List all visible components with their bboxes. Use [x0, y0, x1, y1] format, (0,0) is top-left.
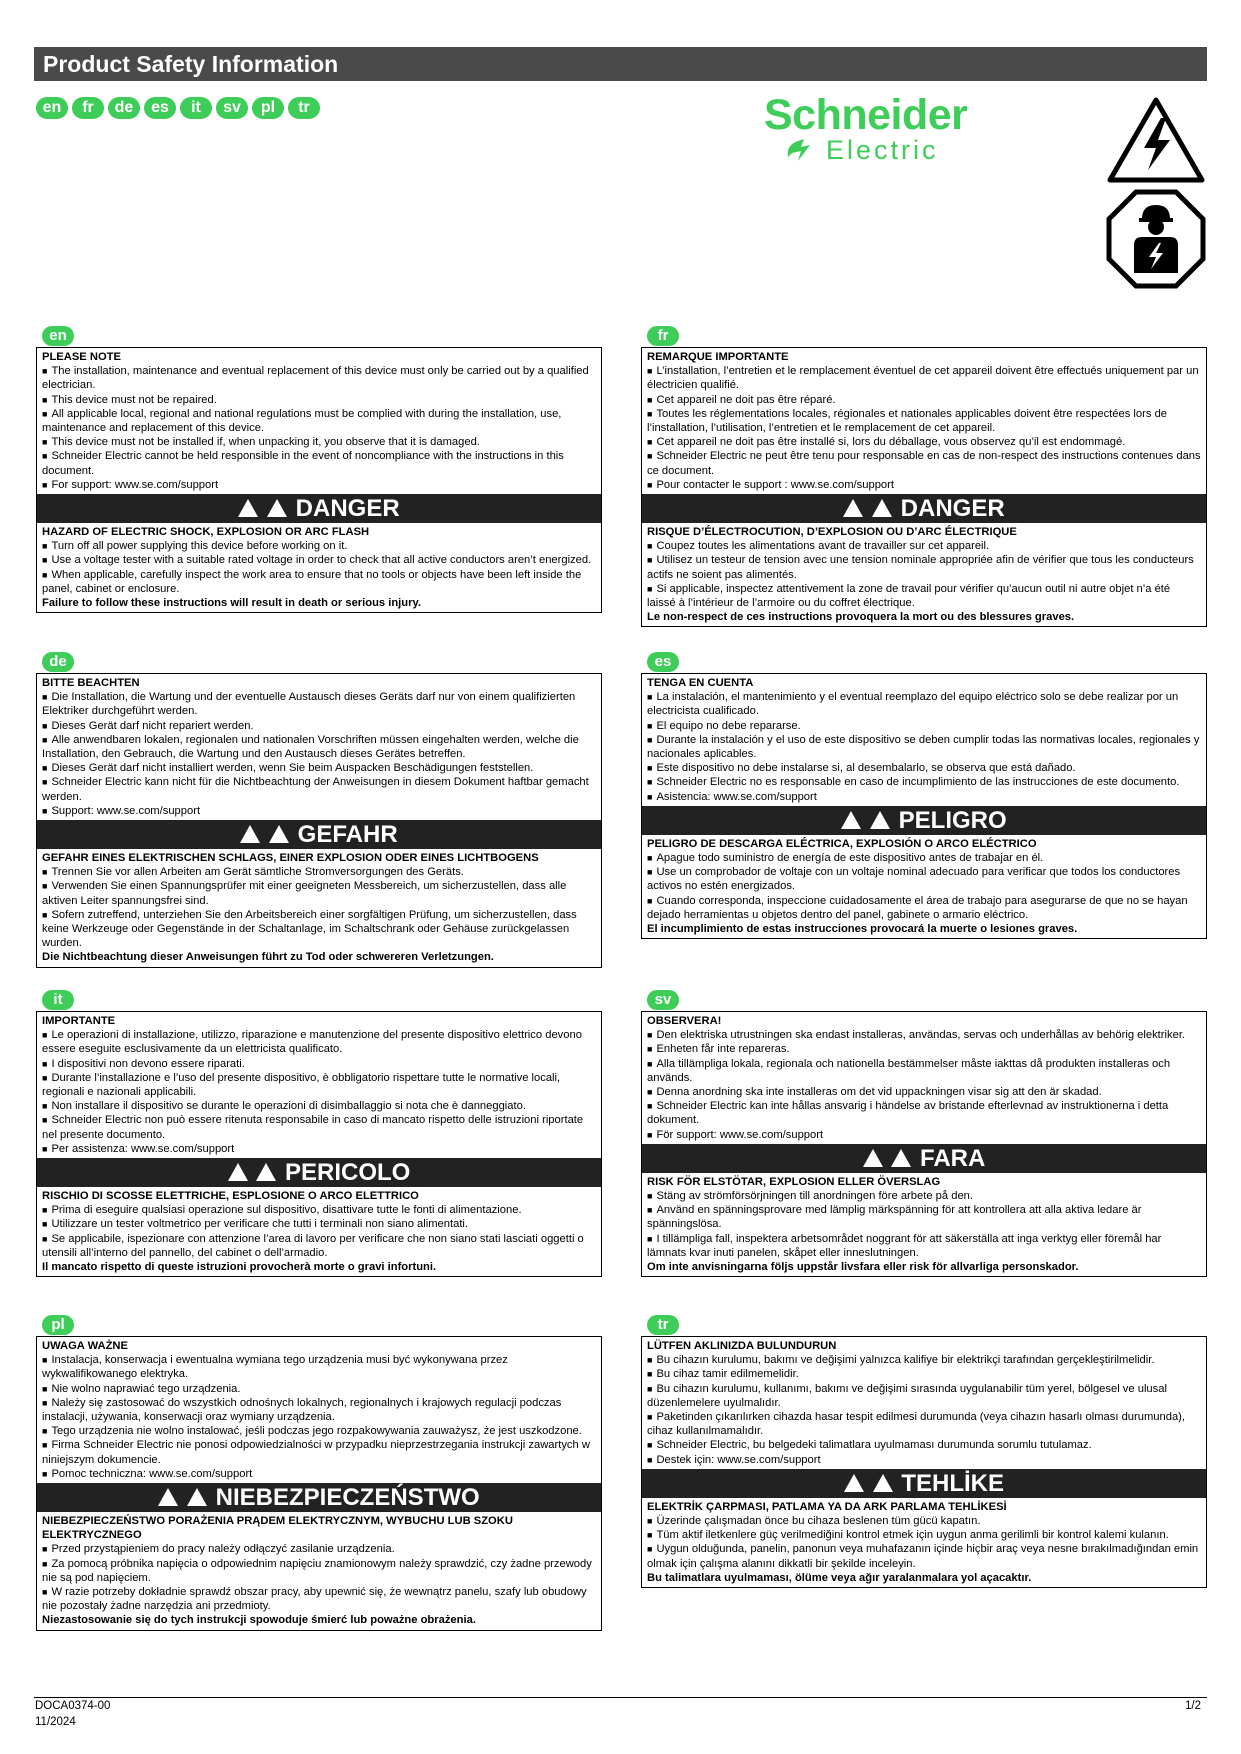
note-title: LÜTFEN AKLINIZDA BULUNDURUN — [647, 1340, 837, 1352]
note-block — [37, 674, 601, 818]
section-language-badge: it — [42, 990, 74, 1010]
note-title: REMARQUE IMPORTANTE — [647, 351, 789, 363]
warning-triangle-icon — [863, 1149, 883, 1167]
language-badge-tr: tr — [288, 97, 320, 119]
hazard-item: ■ Använd en spänningsprovare med lämplig märkspänning för att kontrollera att alla aktiva ledare är spänningslösa. — [647, 1203, 1201, 1231]
hazard-item: ■ Przed przystąpieniem do pracy należy odłączyć zasilanie urządzenia. — [42, 1542, 596, 1556]
danger-banner — [37, 1483, 601, 1512]
section-language-badge: pl — [42, 1315, 74, 1335]
hazard-item: ■ Uygun olduğunda, panelin, panonun veya muhafazanın içinde hiçbir araç veya nesne bırakılmadığından emin olmak için çalışma alanını dikkatli bir şekilde inceleyin. — [647, 1542, 1201, 1570]
note-item: ■ Este dispositivo no debe instalarse si, al desembalarlo, se observa que está dañado. — [647, 761, 1201, 775]
warning-triangle-icon — [891, 1149, 911, 1167]
hazard-item: ■ Use a voltage tester with a suitable rated voltage in order to check that all active conductors aren’t energized. — [42, 553, 596, 567]
safety-box — [36, 347, 602, 613]
hazard-item: ■ Tüm aktif iletkenlere güç verilmediğini kontrol etmek için uygun anma gerilimli bir kontrol kalemi kulanın. — [647, 1528, 1201, 1542]
hazard-block — [642, 523, 1206, 626]
hazard-item: ■ W razie potrzeby dokładnie sprawdź obszar pracy, aby upewnić się, że wewnątrz panelu, szafy lub obudowy nie pozostały żadne narzędzia ani przedmioty. — [42, 1585, 596, 1613]
note-item: ■ Instalacja, konserwacja i ewentualna wymiana tego urządzenia musi być wykonywana przez wykwalifikowanego elektryka. — [42, 1353, 596, 1381]
danger-label: PELIGRO — [898, 806, 1007, 834]
note-item: ■ Cet appareil ne doit pas être réparé. — [647, 393, 1201, 407]
warning-triangle-icon — [228, 1163, 248, 1181]
safety-box — [641, 1011, 1207, 1277]
warning-triangle-icon — [844, 1474, 864, 1492]
note-item: ■ Należy się zastosować do wszystkich odnośnych lokalnych, regionalnych i krajowych regulacji podczas instalacji, używania, konserwacji oraz wymiany urządzenia. — [42, 1396, 596, 1424]
note-block — [37, 1337, 601, 1481]
danger-banner — [37, 1158, 601, 1187]
note-item: ■ Schneider Electric cannot be held responsible in the event of noncompliance with the instructions in this document. — [42, 449, 596, 477]
hazard-result: El incumplimiento de estas instrucciones provocará la muerte o lesiones graves. — [647, 923, 1078, 936]
section-language-badge: de — [42, 652, 74, 672]
note-item: ■ Dieses Gerät darf nicht installiert werden, wenn Sie beim Auspacken Beschädigungen feststellen. — [42, 761, 596, 775]
note-item: ■ Support: www.se.com/support — [42, 804, 596, 818]
hazard-title: HAZARD OF ELECTRIC SHOCK, EXPLOSION OR ARC FLASH — [42, 526, 370, 539]
danger-banner — [642, 806, 1206, 835]
note-item: ■ L’installation, l’entretien et le remplacement éventuel de cet appareil doivent être effectués uniquement par un électricien qualifié. — [647, 364, 1201, 392]
danger-banner — [642, 1469, 1206, 1498]
note-title: IMPORTANTE — [42, 1015, 116, 1027]
hazard-block — [642, 1173, 1206, 1276]
hazard-item: ■ Cuando corresponda, inspeccione cuidadosamente el área de trabajo para asegurarse de que no se hayan dejado herramientas u objetos dentro del panel, gabinete o armario eléctrico. — [647, 894, 1201, 922]
danger-label: GEFAHR — [297, 821, 398, 849]
note-title: BITTE BEACHTEN — [42, 677, 140, 689]
note-item: ■ This device must not be installed if, when unpacking it, you observe that it is damaged. — [42, 435, 596, 449]
hazard-item: ■ Coupez toutes les alimentations avant de travailler sur cet appareil. — [647, 539, 1201, 553]
danger-label: PERICOLO — [285, 1159, 411, 1187]
danger-banner — [37, 820, 601, 849]
warning-triangle-icon — [256, 1163, 276, 1181]
hazard-item: ■ Trennen Sie vor allen Arbeiten am Gerät sämtliche Stromversorgungen des Geräts. — [42, 865, 596, 879]
electric-hazard-warning-icon — [1106, 96, 1206, 184]
hazard-block — [37, 849, 601, 967]
note-item: ■ Schneider Electric non può essere ritenuta responsabile in caso di mancato rispetto delle istruzioni riportate nel presente documento. — [42, 1113, 596, 1141]
note-item: ■ Alle anwendbaren lokalen, regionalen und nationalen Vorschriften müssen eingehalten werden, welche die Installation, den Gebrauch, die Wartung und den Austausch dieses Gerätes betreffen. — [42, 733, 596, 761]
note-item: ■ Destek için: www.se.com/support — [647, 1453, 1201, 1467]
qualified-electrician-icon — [1106, 189, 1206, 289]
note-item: ■ Cet appareil ne doit pas être installé si, lors du déballage, vous observez qu’il est endommagé. — [647, 435, 1201, 449]
note-item: ■ Nie wolno naprawiać tego urządzenia. — [42, 1382, 596, 1396]
note-block — [37, 348, 601, 492]
logo-name: Schneider — [764, 91, 968, 139]
note-item: ■ Schneider Electric kan inte hållas ansvarig i händelse av bristande efterlevnad av instruktionerna i detta dokument. — [647, 1099, 1201, 1127]
danger-banner — [642, 494, 1206, 523]
note-block — [642, 1012, 1206, 1142]
note-item: ■ For support: www.se.com/support — [42, 478, 596, 492]
warning-triangle-icon — [843, 499, 863, 517]
safety-box — [641, 347, 1207, 627]
hazard-block — [37, 1512, 601, 1630]
note-item: ■ Durante l’installazione e l’uso del presente dispositivo, è obbligatorio rispettare tutte le normative locali, regionali e nazionali applicabili. — [42, 1071, 596, 1099]
note-item: ■ This device must not be repaired. — [42, 393, 596, 407]
warning-triangle-icon — [240, 825, 260, 843]
hazard-block — [642, 835, 1206, 938]
warning-triangle-icon — [238, 499, 258, 517]
note-block — [37, 1012, 601, 1156]
page-number: 1/2 — [1185, 1700, 1201, 1712]
note-item: ■ Alla tillämpliga lokala, regionala och nationella bestämmelser måste iakttas då produkten installeras och används. — [647, 1057, 1201, 1085]
hazard-result: Bu talimatlara uyulmaması, ölüme veya ağır yaralanmalara yol açacaktır. — [647, 1571, 1032, 1584]
note-item: ■ El equipo no debe repararse. — [647, 719, 1201, 733]
language-badges — [36, 97, 320, 119]
note-item: ■ Dieses Gerät darf nicht repariert werden. — [42, 719, 596, 733]
safety-box — [36, 1336, 602, 1631]
note-title: TENGA EN CUENTA — [647, 677, 754, 689]
language-badge-pl: pl — [252, 97, 284, 119]
note-item: ■ Denna anordning ska inte installeras om det vid uppackningen visar sig att den är skadad. — [647, 1085, 1201, 1099]
note-item: ■ Toutes les réglementations locales, régionales et nationales applicables doivent être respectées lors de l’installation, l’utilisation, l’entretien et le remplacement de cet appareil. — [647, 407, 1201, 435]
section-language-badge: sv — [647, 990, 679, 1010]
section-language-badge: tr — [647, 1315, 679, 1335]
hazard-title: RISQUE D’ÉLECTROCUTION, D’EXPLOSION OU D’ARC ÉLECTRIQUE — [647, 526, 1017, 539]
hazard-result: Le non-respect de ces instructions provoquera la mort ou des blessures graves. — [647, 611, 1075, 624]
schneider-electric-logo — [764, 93, 1004, 173]
hazard-block — [642, 1498, 1206, 1587]
note-item: ■ All applicable local, regional and national regulations must be complied with during the installation, use, maintenance and replacement of this device. — [42, 407, 596, 435]
hazard-result: Il mancato rispetto di queste istruzioni provocherà morte o gravi infortuni. — [42, 1261, 437, 1274]
doc-date: 11/2024 — [35, 1716, 76, 1728]
language-badge-en: en — [36, 97, 68, 119]
hazard-item: ■ Utilizzare un tester voltmetrico per verificare che tutti i terminali non siano alimentati. — [42, 1217, 596, 1231]
warning-triangle-icon — [267, 499, 287, 517]
safety-box — [36, 673, 602, 968]
hazard-item: ■ When applicable, carefully inspect the work area to ensure that no tools or objects have been left inside the panel, cabinet or enclosure. — [42, 568, 596, 596]
doc-number: DOCA0374-00 — [35, 1700, 111, 1712]
note-title: PLEASE NOTE — [42, 351, 121, 363]
hazard-item: ■ Prima di eseguire qualsiasi operazione sul dispositivo, disattivare tutte le fonti di alimentazione. — [42, 1203, 596, 1217]
hazard-item: ■ Use un comprobador de voltaje con un voltaje nominal adecuado para verificar que todos los conductores activos no estén energizados. — [647, 865, 1201, 893]
hazard-title: NIEBEZPIECZEŃSTWO PORAŻENIA PRĄDEM ELEKTRYCZNYM, WYBUCHU LUB SZOKU ELEKTRYCZNEGO — [42, 1515, 513, 1542]
note-item: ■ The installation, maintenance and eventual replacement of this device must only be carried out by a qualified electrician. — [42, 364, 596, 392]
note-item: ■ Pour contacter le support : www.se.com/support — [647, 478, 1201, 492]
hazard-title: RISK FÖR ELSTÖTAR, EXPLOSION ELLER ÖVERSLAG — [647, 1175, 941, 1188]
warning-triangle-icon — [870, 811, 890, 829]
warning-triangle-icon — [187, 1488, 207, 1506]
hazard-item: ■ Stäng av strömförsörjningen till anordningen före arbete på den. — [647, 1189, 1201, 1203]
hazard-result: Niezastosowanie się do tych instrukcji spowoduje śmierć lub poważne obrażenia. — [42, 1614, 476, 1627]
hazard-item: ■ Za pomocą próbnika napięcia o odpowiednim napięciu znamionowym należy sprawdzić, czy żadne przewody nie są pod napięciem. — [42, 1557, 596, 1585]
hazard-block — [37, 523, 601, 612]
warning-triangle-icon — [158, 1488, 178, 1506]
note-item: ■ Pomoc techniczna: www.se.com/support — [42, 1467, 596, 1481]
note-item: ■ Firma Schneider Electric nie ponosi odpowiedzialności w przypadku nieprzestrzegania instrukcji zawartych w niniejszym dokumencie. — [42, 1438, 596, 1466]
hazard-item: ■ Turn off all power supplying this device before working on it. — [42, 539, 596, 553]
safety-box — [641, 673, 1207, 939]
note-item: ■ Bu cihazın kurulumu, bakımı ve değişimi yalnızca kalifiye bir elektrikçi tarafından gerçekleştirilmelidir. — [647, 1353, 1201, 1367]
note-block — [642, 348, 1206, 492]
hazard-item: ■ Se applicabile, ispezionare con attenzione l’area di lavoro per verificare che non siano stati lasciati oggetti o utensili all’interno del pannello, del cabinet o dell’armadio. — [42, 1232, 596, 1260]
hazard-item: ■ Sofern zutreffend, unterziehen Sie den Arbeitsbereich einer sorgfältigen Prüfung, um sicherzustellen, dass keine Werkzeuge oder Gegenstände in der Schaltanlage, im Schaltschrank oder Gehäuse zurückgelassen wurden. — [42, 908, 596, 951]
note-item: ■ I dispositivi non devono essere riparati. — [42, 1057, 596, 1071]
note-title: OBSERVERA! — [647, 1015, 722, 1027]
note-item: ■ Schneider Electric, bu belgedeki talimatlara uyulmaması durumunda sorumlu tutulamaz. — [647, 1438, 1201, 1452]
title-bar — [34, 47, 1207, 81]
safety-box — [641, 1336, 1207, 1588]
note-item: ■ Schneider Electric no es responsable en caso de incumplimiento de las instrucciones de este documento. — [647, 775, 1201, 789]
note-item: ■ Bu cihaz tamir edilmemelidir. — [647, 1367, 1201, 1381]
hazard-item: ■ Apague todo suministro de energía de este dispositivo antes de trabajar en él. — [647, 851, 1201, 865]
hazard-item: ■ Üzerinde çalışmadan önce bu cihaza beslenen tüm gücü kapatın. — [647, 1514, 1201, 1528]
hazard-block — [37, 1187, 601, 1276]
note-item: ■ Enheten får inte repareras. — [647, 1042, 1201, 1056]
danger-label: DANGER — [295, 495, 400, 523]
hazard-title: ELEKTRİK ÇARPMASI, PATLAMA YA DA ARK PARLAMA TEHLİKESİ — [647, 1500, 1007, 1513]
language-badge-fr: fr — [72, 97, 104, 119]
hazard-result: Failure to follow these instructions will result in death or serious injury. — [42, 597, 421, 610]
section-language-badge: es — [647, 652, 679, 672]
language-badge-sv: sv — [216, 97, 248, 119]
danger-label: TEHLİKE — [901, 1469, 1004, 1497]
note-item: ■ Asistencia: www.se.com/support — [647, 790, 1201, 804]
safety-box — [36, 1011, 602, 1277]
language-badge-de: de — [108, 97, 140, 119]
note-item: ■ Tego urządzenia nie wolno instalować, jeśli podczas jego rozpakowywania zauważysz, że jest uszkodzone. — [42, 1424, 596, 1438]
logo-sub: Electric — [826, 135, 939, 165]
note-block — [642, 674, 1206, 804]
note-title: UWAGA WAŻNE — [42, 1340, 128, 1352]
section-language-badge: en — [42, 326, 74, 346]
note-item: ■ Durante la instalación y el uso de este dispositivo se deben cumplir todas las normativas locales, regionales y nacionales aplicables. — [647, 733, 1201, 761]
hazard-item: ■ Si applicable, inspectez attentivement la zone de travail pour vérifier qu’aucun outil ni autre objet n’a été laissé à l’intérieur de l’armoire ou du coffret électrique. — [647, 582, 1201, 610]
language-badge-it: it — [180, 97, 212, 119]
danger-label: NIEBEZPIECZEŃSTWO — [215, 1484, 480, 1512]
footer-divider — [34, 1697, 1207, 1698]
hazard-title: GEFAHR EINES ELEKTRISCHEN SCHLAGS, EINER EXPLOSION ODER EINES LICHTBOGENS — [42, 852, 539, 865]
note-item: ■ Die Installation, die Wartung und der eventuelle Austausch dieses Geräts darf nur von einem qualifizierten Elektriker durchgeführt werden. — [42, 690, 596, 718]
hazard-result: Om inte anvisningarna följs uppstår livsfara eller risk för allvarliga personskador. — [647, 1261, 1079, 1274]
note-item: ■ Schneider Electric kann nicht für die Nichtbeachtung der Anweisungen in diesem Dokument haftbar gemacht werden. — [42, 775, 596, 803]
section-language-badge: fr — [647, 326, 679, 346]
note-item: ■ Paketinden çıkarılırken cihazda hasar tespit edilmesi durumunda (veya cihazın hasarlı olması durumunda), cihaz kullanılmamalıdır. — [647, 1410, 1201, 1438]
warning-triangle-icon — [873, 1474, 893, 1492]
hazard-result: Die Nichtbeachtung dieser Anweisungen führt zu Tod oder schwereren Verletzungen. — [42, 951, 494, 964]
warning-triangle-icon — [841, 811, 861, 829]
note-block — [642, 1337, 1206, 1467]
hazard-title: RISCHIO DI SCOSSE ELETTRICHE, ESPLOSIONE O ARCO ELETTRICO — [42, 1190, 419, 1203]
hazard-title: PELIGRO DE DESCARGA ELÉCTRICA, EXPLOSIÓN O ARCO ELÉCTRICO — [647, 837, 1037, 850]
note-item: ■ Non installare il dispositivo se durante le operazioni di disimballaggio si nota che è danneggiato. — [42, 1099, 596, 1113]
note-item: ■ Den elektriska utrustningen ska endast installeras, användas, servas och underhållas av behörig elektriker. — [647, 1028, 1201, 1042]
note-item: ■ Schneider Electric ne peut être tenu pour responsable en cas de non-respect des instructions contenues dans ce document. — [647, 449, 1201, 477]
hazard-item: ■ Utilisez un testeur de tension avec une tension nominale appropriée afin de vérifier que tous les conducteurs actifs ne soient pas alimentés. — [647, 553, 1201, 581]
note-item: ■ För support: www.se.com/support — [647, 1128, 1201, 1142]
note-item: ■ Le operazioni di installazione, utilizzo, riparazione e manutenzione del presente dispositivo elettrico devono essere eseguite esclusivamente da un elettricista qualificato. — [42, 1028, 596, 1056]
language-badge-es: es — [144, 97, 176, 119]
logo-mark-icon — [784, 135, 818, 165]
danger-banner — [37, 494, 601, 523]
warning-triangle-icon — [269, 825, 289, 843]
hazard-item: ■ Verwenden Sie einen Spannungsprüfer mit einer geeigneten Messbereich, um sicherzustellen, dass alle aktiven Leiter spannungsfrei sind. — [42, 879, 596, 907]
warning-triangle-icon — [872, 499, 892, 517]
danger-label: DANGER — [900, 495, 1005, 523]
danger-label: FARA — [920, 1144, 986, 1172]
page-title: Product Safety Information — [43, 51, 339, 77]
hazard-item: ■ I tillämpliga fall, inspektera arbetsområdet noggrant för att säkerställa att inga verktyg eller föremål har lämnats kvar inuti panelen, skåpet eller inneslutningen. — [647, 1232, 1201, 1260]
danger-banner — [642, 1144, 1206, 1173]
note-item: ■ Bu cihazın kurulumu, kullanımı, bakımı ve değişimi sırasında uygulanabilir tüm yerel, bölgesel ve ulusal düzenlemelere uyulmalıdır. — [647, 1382, 1201, 1410]
note-item: ■ Per assistenza: www.se.com/support — [42, 1142, 596, 1156]
note-item: ■ La instalación, el mantenimiento y el eventual reemplazo del equipo eléctrico solo se debe realizar por un electricista cualificado. — [647, 690, 1201, 718]
